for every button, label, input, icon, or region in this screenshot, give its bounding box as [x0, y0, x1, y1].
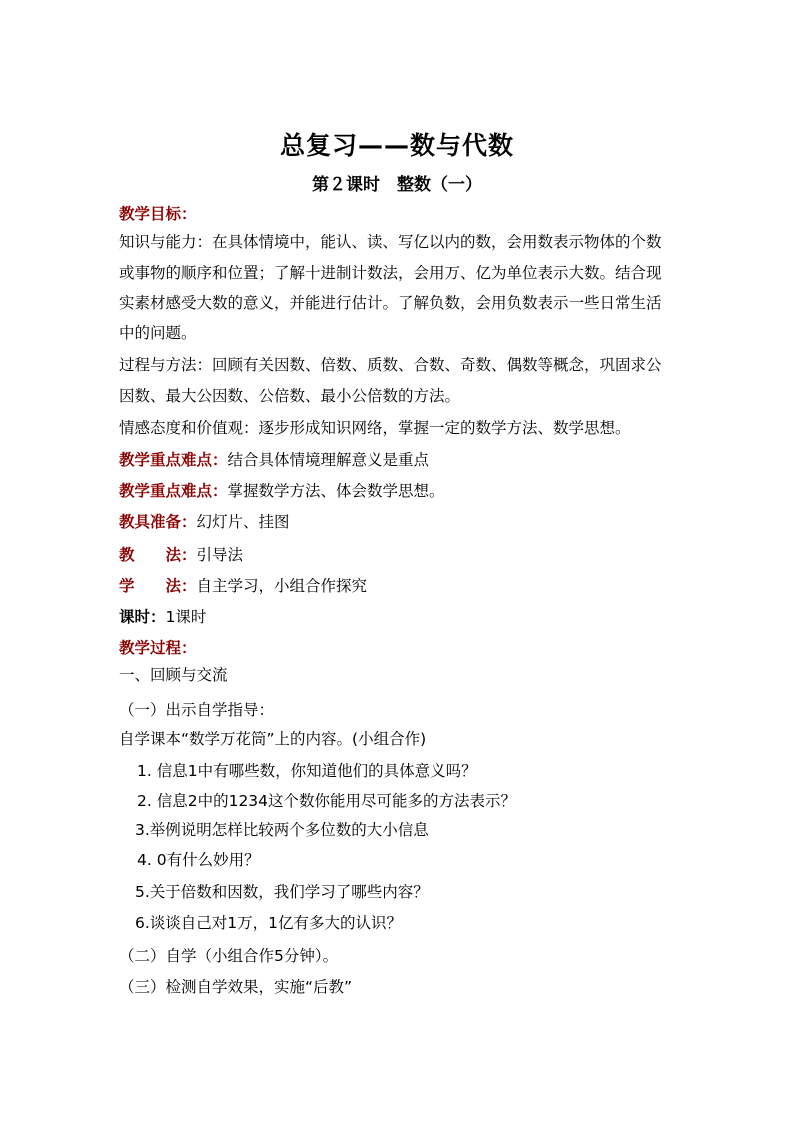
self-study-instruction: 自学课本“数学万花筒”上的内容。(小组合作)	[119, 730, 427, 748]
question-item: 4. 0有什么妙用？	[137, 851, 260, 869]
goals-heading: 教学目标：	[119, 205, 197, 223]
goals-knowledge-line: 知识与能力：在具体情境中，能认、读、写亿以内的数，会用数表示物体的个数	[119, 233, 662, 251]
difficulty-label: 教学重点难点：	[119, 482, 228, 500]
learn-method-row	[119, 576, 367, 596]
key-point-row	[119, 450, 429, 470]
difficulty-row	[119, 481, 445, 501]
key-point-text: 结合具体情境理解意义是重点	[227, 451, 430, 469]
goals-knowledge-line: 中的问题。	[119, 324, 197, 342]
goals-knowledge-line: 或事物的顺序和位置；了解十进制计数法，会用万、亿为单位表示大数。结合现	[119, 264, 662, 282]
teach-method-row	[119, 545, 243, 565]
step-heading: （二）自学（小组合作5分钟）。	[119, 947, 339, 965]
difficulty-text: 掌握数学方法、体会数学思想。	[227, 482, 445, 500]
period-row	[119, 607, 206, 627]
period-text: 1课时	[165, 608, 207, 626]
process-heading: 教学过程：	[119, 639, 197, 657]
goals-attitude: 情感态度和价值观：逐步形成知识网络，掌握一定的数学方法、数学思想。	[119, 419, 631, 437]
tools-label: 教具准备：	[119, 513, 197, 531]
step-heading: （三）检测自学效果，实施“后教”	[119, 978, 353, 996]
goals-process-line: 因数、最大公因数、公倍数、最小公倍数的方法。	[119, 387, 461, 405]
document-title: 总复习——数与代数	[279, 131, 514, 160]
document-subtitle: 第２课时 整数（一）	[312, 175, 482, 195]
learn-method-label: 学 法：	[119, 577, 197, 595]
tools-text: 幻灯片、挂图	[196, 513, 290, 531]
key-point-label: 教学重点难点：	[119, 451, 228, 469]
question-item: 2. 信息2中的1234这个数你能用尽可能多的方法表示？	[137, 792, 517, 810]
tools-row	[119, 512, 290, 532]
question-item: 3.举例说明怎样比较两个多位数的大小信息	[135, 821, 429, 839]
question-item: 6.谈谈自己对1万，1亿有多大的认识？	[135, 914, 403, 932]
learn-method-text: 自主学习，小组合作探究	[196, 577, 368, 595]
teach-method-label: 教 法：	[119, 546, 197, 564]
teach-method-text: 引导法	[196, 546, 244, 564]
period-label: 课时：	[119, 608, 166, 626]
question-item: 1. 信息1中有哪些数，你知道他们的具体意义吗？	[137, 762, 477, 780]
goals-knowledge-line: 实素材感受大数的意义，并能进行估计。了解负数，会用负数表示一些日常生活	[119, 294, 662, 312]
step-heading: （一）出示自学指导：	[119, 701, 275, 719]
section-heading: 一、回顾与交流	[119, 666, 228, 684]
goals-process-line: 过程与方法：回顾有关因数、倍数、质数、合数、奇数、偶数等概念，巩固求公	[119, 356, 662, 374]
question-item: 5.关于倍数和因数，我们学习了哪些内容？	[135, 883, 429, 901]
